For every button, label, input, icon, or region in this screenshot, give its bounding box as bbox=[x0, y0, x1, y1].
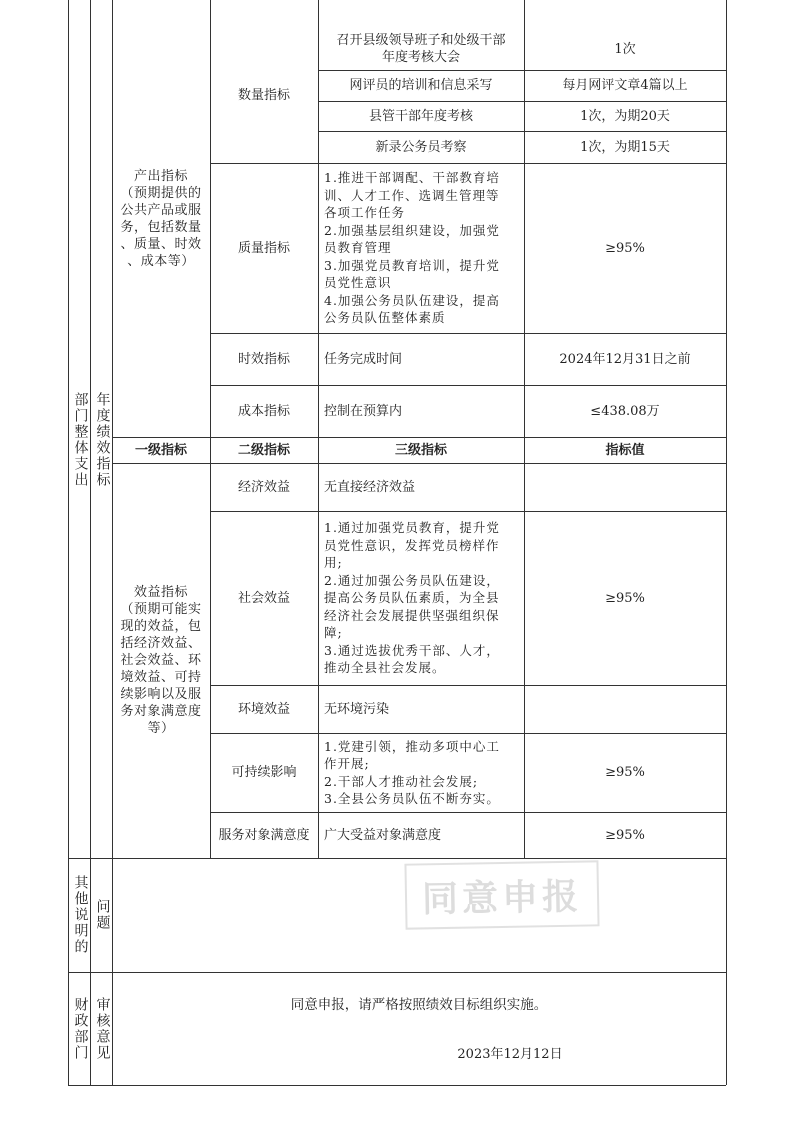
social-value: ≥95% bbox=[605, 590, 645, 606]
review-text: 同意申报，请严格按照绩效目标组织实施。 bbox=[290, 996, 548, 1013]
sustainable-value: ≥95% bbox=[605, 765, 645, 780]
satisfaction-value: ≥95% bbox=[605, 827, 645, 843]
quantity-item-3: 县管干部年度考核 bbox=[368, 108, 473, 124]
header-level1: 一级指标 bbox=[134, 442, 187, 458]
economic-item: 无直接经济效益 bbox=[324, 479, 416, 495]
quantity-value-2: 每月网评文章4篇以上 bbox=[562, 78, 688, 93]
finance-review-col2: 审核意见 bbox=[94, 997, 111, 1061]
timeliness-value: 2024年12月31日之前 bbox=[559, 351, 691, 367]
economic-label: 经济效益 bbox=[237, 479, 290, 495]
quantity-value-4: 1次，为期15天 bbox=[580, 139, 670, 155]
environment-item: 无环境污染 bbox=[324, 701, 390, 717]
border-left bbox=[68, 0, 69, 1085]
header-value: 指标值 bbox=[605, 442, 645, 458]
quantity-value-3: 1次，为期20天 bbox=[580, 108, 670, 124]
environment-label: 环境效益 bbox=[237, 701, 290, 717]
row-line bbox=[68, 972, 726, 973]
quantity-label: 数量指标 bbox=[237, 88, 290, 103]
output-level1-label: 产出指标 （预期提供的 公共产品或服 务，包括数量 、质量、时效 、成本等） bbox=[120, 168, 202, 269]
quality-value: ≥95% bbox=[605, 240, 645, 256]
sustainable-item: 1.党建引领，推动多项中心工 作开展; 2.干部人才推动社会发展; 3.全县公务员队伍不断夯实。 bbox=[324, 738, 500, 806]
header-level3: 三级指标 bbox=[394, 442, 447, 458]
cost-item: 控制在预算内 bbox=[324, 403, 403, 419]
timeliness-label: 时效指标 bbox=[237, 351, 290, 367]
social-label: 社会效益 bbox=[237, 590, 290, 606]
review-date: 2023年12月12日 bbox=[457, 1046, 563, 1062]
quality-label: 质量指标 bbox=[237, 240, 290, 256]
quantity-value-1: 1次 bbox=[614, 41, 636, 57]
quantity-item-2: 网评员的培训和信息采写 bbox=[349, 78, 493, 93]
side-inner-divider bbox=[90, 0, 91, 1085]
economic-value bbox=[524, 463, 726, 511]
header-level2: 二级指标 bbox=[237, 442, 290, 458]
dept-title-col1: 部门整体支出 bbox=[72, 392, 89, 488]
benefit-level1-label: 效益指标 （预期可能实 现的效益，包 括经济效益、 社会效益、环 境效益、可持 续影响以及服 务对象满意度 等） bbox=[120, 585, 202, 736]
quantity-item-4: 新录公务员考察 bbox=[375, 139, 467, 155]
quantity-item-1: 召开县级领导班子和处级干部 年度考核大会 bbox=[336, 33, 506, 65]
finance-review-col1: 财政部门 bbox=[72, 997, 89, 1061]
cost-label: 成本指标 bbox=[237, 403, 290, 419]
satisfaction-item: 广大受益对象满意度 bbox=[324, 827, 442, 843]
satisfaction-label: 服务对象满意度 bbox=[218, 827, 310, 843]
other-notes-col2: 问题 bbox=[94, 899, 111, 931]
row-line bbox=[68, 858, 726, 859]
dept-title-col2: 年度绩效指标 bbox=[94, 392, 111, 488]
environment-value bbox=[524, 685, 726, 733]
border-right bbox=[726, 0, 727, 1085]
timeliness-item: 任务完成时间 bbox=[324, 351, 403, 367]
approval-stamp: 同意申报 bbox=[404, 860, 599, 929]
sustainable-label: 可持续影响 bbox=[231, 765, 297, 780]
cost-value: ≤438.08万 bbox=[590, 403, 660, 419]
other-notes-col1: 其他说明的 bbox=[72, 875, 89, 955]
social-item: 1.通过加强党员教育，提升党 员党性意识，发挥党员榜样作 用; 2.通过加强公务员队伍建设， 提高公务员队伍素质，为全县 经济社会发展提供坚强组织保 障; 3.通过选拔优秀干部、人才， 推动全县社会发展。 bbox=[324, 520, 500, 676]
border-bottom bbox=[68, 1085, 726, 1086]
quality-item: 1.推进干部调配、干部教育培 训、人才工作、选调生管理等 各项工作任务 2.加强基层组织建设，加强党 员教育管理 3.加强党员教育培训，提升党 员党性意识 4.加强公务员队伍建设，提高 公务员队伍整体素质 bbox=[324, 170, 500, 326]
